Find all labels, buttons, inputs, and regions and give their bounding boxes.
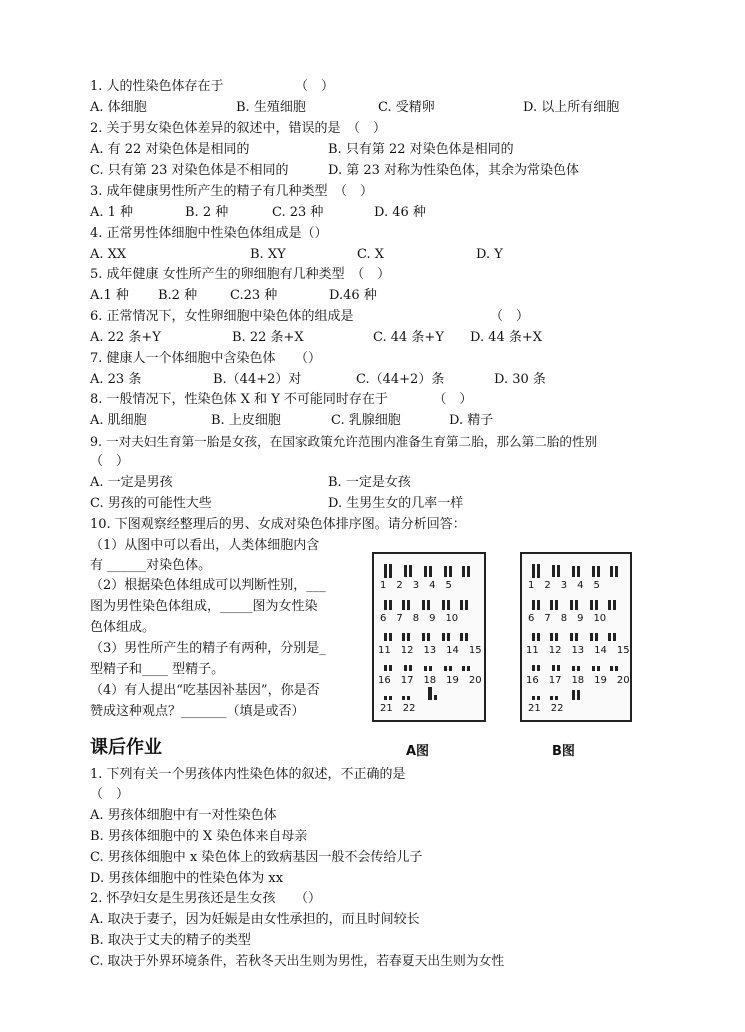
hw1-option-a: A. 男孩体细胞中有一对性染色体 [90,808,277,823]
question-1: 1. 人的性染色体存在于 （ ） [90,79,335,94]
hw1-option-b: B. 男孩体细胞中的 X 染色体来自母亲 [90,829,308,844]
question-8: 8. 一般情况下，性染色体 X 和 Y 不可能同时存在于 （ ） [90,392,473,407]
q5-option-d: D.46 种 [329,288,377,303]
q2-option-b: B. 只有第 22 对染色体是相同的 [328,142,514,157]
figure-a-caption: A图 [406,744,430,759]
q9-parens: （ ） [90,454,130,469]
question-2: 2. 关于男女染色体差异的叙述中，错误的是 （ ） [90,121,387,136]
hw2-option-a: A. 取决于妻子，因为妊娠是由女性承担的，而且时间较长 [90,912,420,927]
q9-option-d: D. 生男生女的几率一样 [328,496,464,511]
karyotype-b-row-5: 21 22 [528,703,564,714]
q4-option-b: B. XY [250,247,286,262]
question-4: 4. 正常男性体细胞中性染色体组成是（） [90,226,328,241]
q8-option-d: D. 精子 [449,413,494,428]
karyotype-figure-b [520,552,632,722]
q3-option-c: C. 23 种 [272,205,324,220]
hw1-parens: （ ） [90,787,130,802]
karyotype-b-row-3: 11 12 13 14 15 [526,645,630,656]
section-heading-homework: 课后作业 [90,737,162,758]
karyotype-b-row-4: 16 17 18 19 20 [526,675,630,686]
karyotype-a-row-1: 1 2 3 4 5 [380,580,452,591]
figure-b-caption: B图 [552,744,575,759]
karyotype-a-row-3: 11 12 13 14 15 [378,645,482,656]
q10-part2-line2: 图为男性染色体组成，_____图为女性染 [90,599,318,614]
hw2-option-b: B. 取决于丈夫的精子的类型 [90,933,251,948]
q10-part1-line2: 有 ______对染色体。 [90,558,212,573]
q4-option-a: A. XX [90,247,127,262]
q8-option-a: A. 肌细胞 [90,413,147,428]
karyotype-b-chromosomes [522,554,630,720]
homework-question-1: 1. 下列有关一个男孩体内性染色体的叙述，不正确的是 [90,767,406,782]
homework-question-2: 2. 怀孕妇女是生男孩还是生女孩 （） [90,891,322,906]
hw1-option-c: C. 男孩体细胞中 x 染色体上的致病基因一般不会传给儿子 [90,850,423,865]
q6-option-b: B. 22 条+X [232,330,304,345]
question-7: 7. 健康人一个体细胞中含染色体 （） [90,351,322,366]
q7-option-b: B.（44+2）对 [213,372,302,387]
question-10: 10. 下图观察经整理后的男、女成对染色体排序图。请分析回答： [90,517,466,532]
karyotype-a-row-5: 21 22 [380,703,416,714]
q8-option-c: C. 乳腺细胞 [331,413,401,428]
q6-option-d: D. 44 条+X [470,330,543,345]
question-3: 3. 成年健康男性所产生的精子有几种类型 （ ） [90,184,374,199]
q7-option-a: A. 23 条 [90,372,142,387]
q9-option-a: A. 一定是男孩 [90,475,173,490]
q5-option-a: A.1 种 [90,288,129,303]
q5-option-c: C.23 种 [230,288,278,303]
q7-option-d: D. 30 条 [494,372,546,387]
karyotype-a-row-2: 6 7 8 9 10 [380,613,459,624]
q2-option-d: D. 第 23 对称为性染色体，其余为常染色体 [328,163,580,178]
q10-part3-line1: （3）男性所产生的精子有两种，分别是_ [90,641,326,656]
q4-option-c: C. X [357,247,385,262]
q9-option-b: B. 一定是女孩 [328,475,411,490]
question-6: 6. 正常情况下，女性卵细胞中染色体的组成是 （ ） [90,309,530,324]
karyotype-figure-a [372,552,486,722]
question-9: 9. 一对夫妇生育第一胎是女孩，在国家政策允许范围内准备生育第二胎，那么第二胎的性别 [90,434,598,449]
q9-option-c: C. 男孩的可能性大些 [90,496,212,511]
q3-option-b: B. 2 种 [185,205,229,220]
q6-option-c: C. 44 条+Y [373,330,444,345]
q3-option-a: A. 1 种 [90,205,134,220]
q10-part3-line2: 型精子和____ 型精子。 [90,662,225,677]
q10-part2-line3: 色体组成。 [90,620,156,635]
q10-part4-line1: （4）有人提出“吃基因补基因”，你是否 [90,683,320,698]
karyotype-a-row-4: 16 17 18 19 20 [378,675,482,686]
q1-option-b: B. 生殖细胞 [236,100,306,115]
hw1-option-d: D. 男孩体细胞中的性染色体为 xx [90,871,284,886]
q10-part2-line1: （2）根据染色体组成可以判断性别，___ [90,578,326,593]
question-5: 5. 成年健康 女性所产生的卵细胞有几种类型 （ ） [90,267,391,282]
q8-option-b: B. 上皮细胞 [211,413,281,428]
q10-part4-line2: 赞成这种观点？_______（填是或否） [90,704,305,719]
q2-option-c: C. 只有第 23 对染色体是不相同的 [90,163,289,178]
q1-option-d: D. 以上所有细胞 [523,100,620,115]
q10-part1-line1: （1）从图中可以看出，人类体细胞内含 [90,538,320,553]
karyotype-b-row-1: 1 2 3 4 5 [528,580,600,591]
hw2-option-c: C. 取决于外界环境条件，若秋冬天出生则为男性，若春夏天出生则为女性 [90,954,505,969]
q1-option-c: C. 受精卵 [378,100,435,115]
q6-option-a: A. 22 条+Y [90,330,161,345]
q5-option-b: B.2 种 [158,288,198,303]
q7-option-c: C.（44+2）条 [356,372,445,387]
karyotype-b-row-2: 6 7 8 9 10 [528,613,607,624]
q2-option-a: A. 有 22 对染色体是相同的 [90,142,250,157]
q1-option-a: A. 体细胞 [90,100,147,115]
karyotype-a-chromosomes [374,554,484,720]
q3-option-d: D. 46 种 [374,205,426,220]
q4-option-d: D. Y [476,247,503,262]
